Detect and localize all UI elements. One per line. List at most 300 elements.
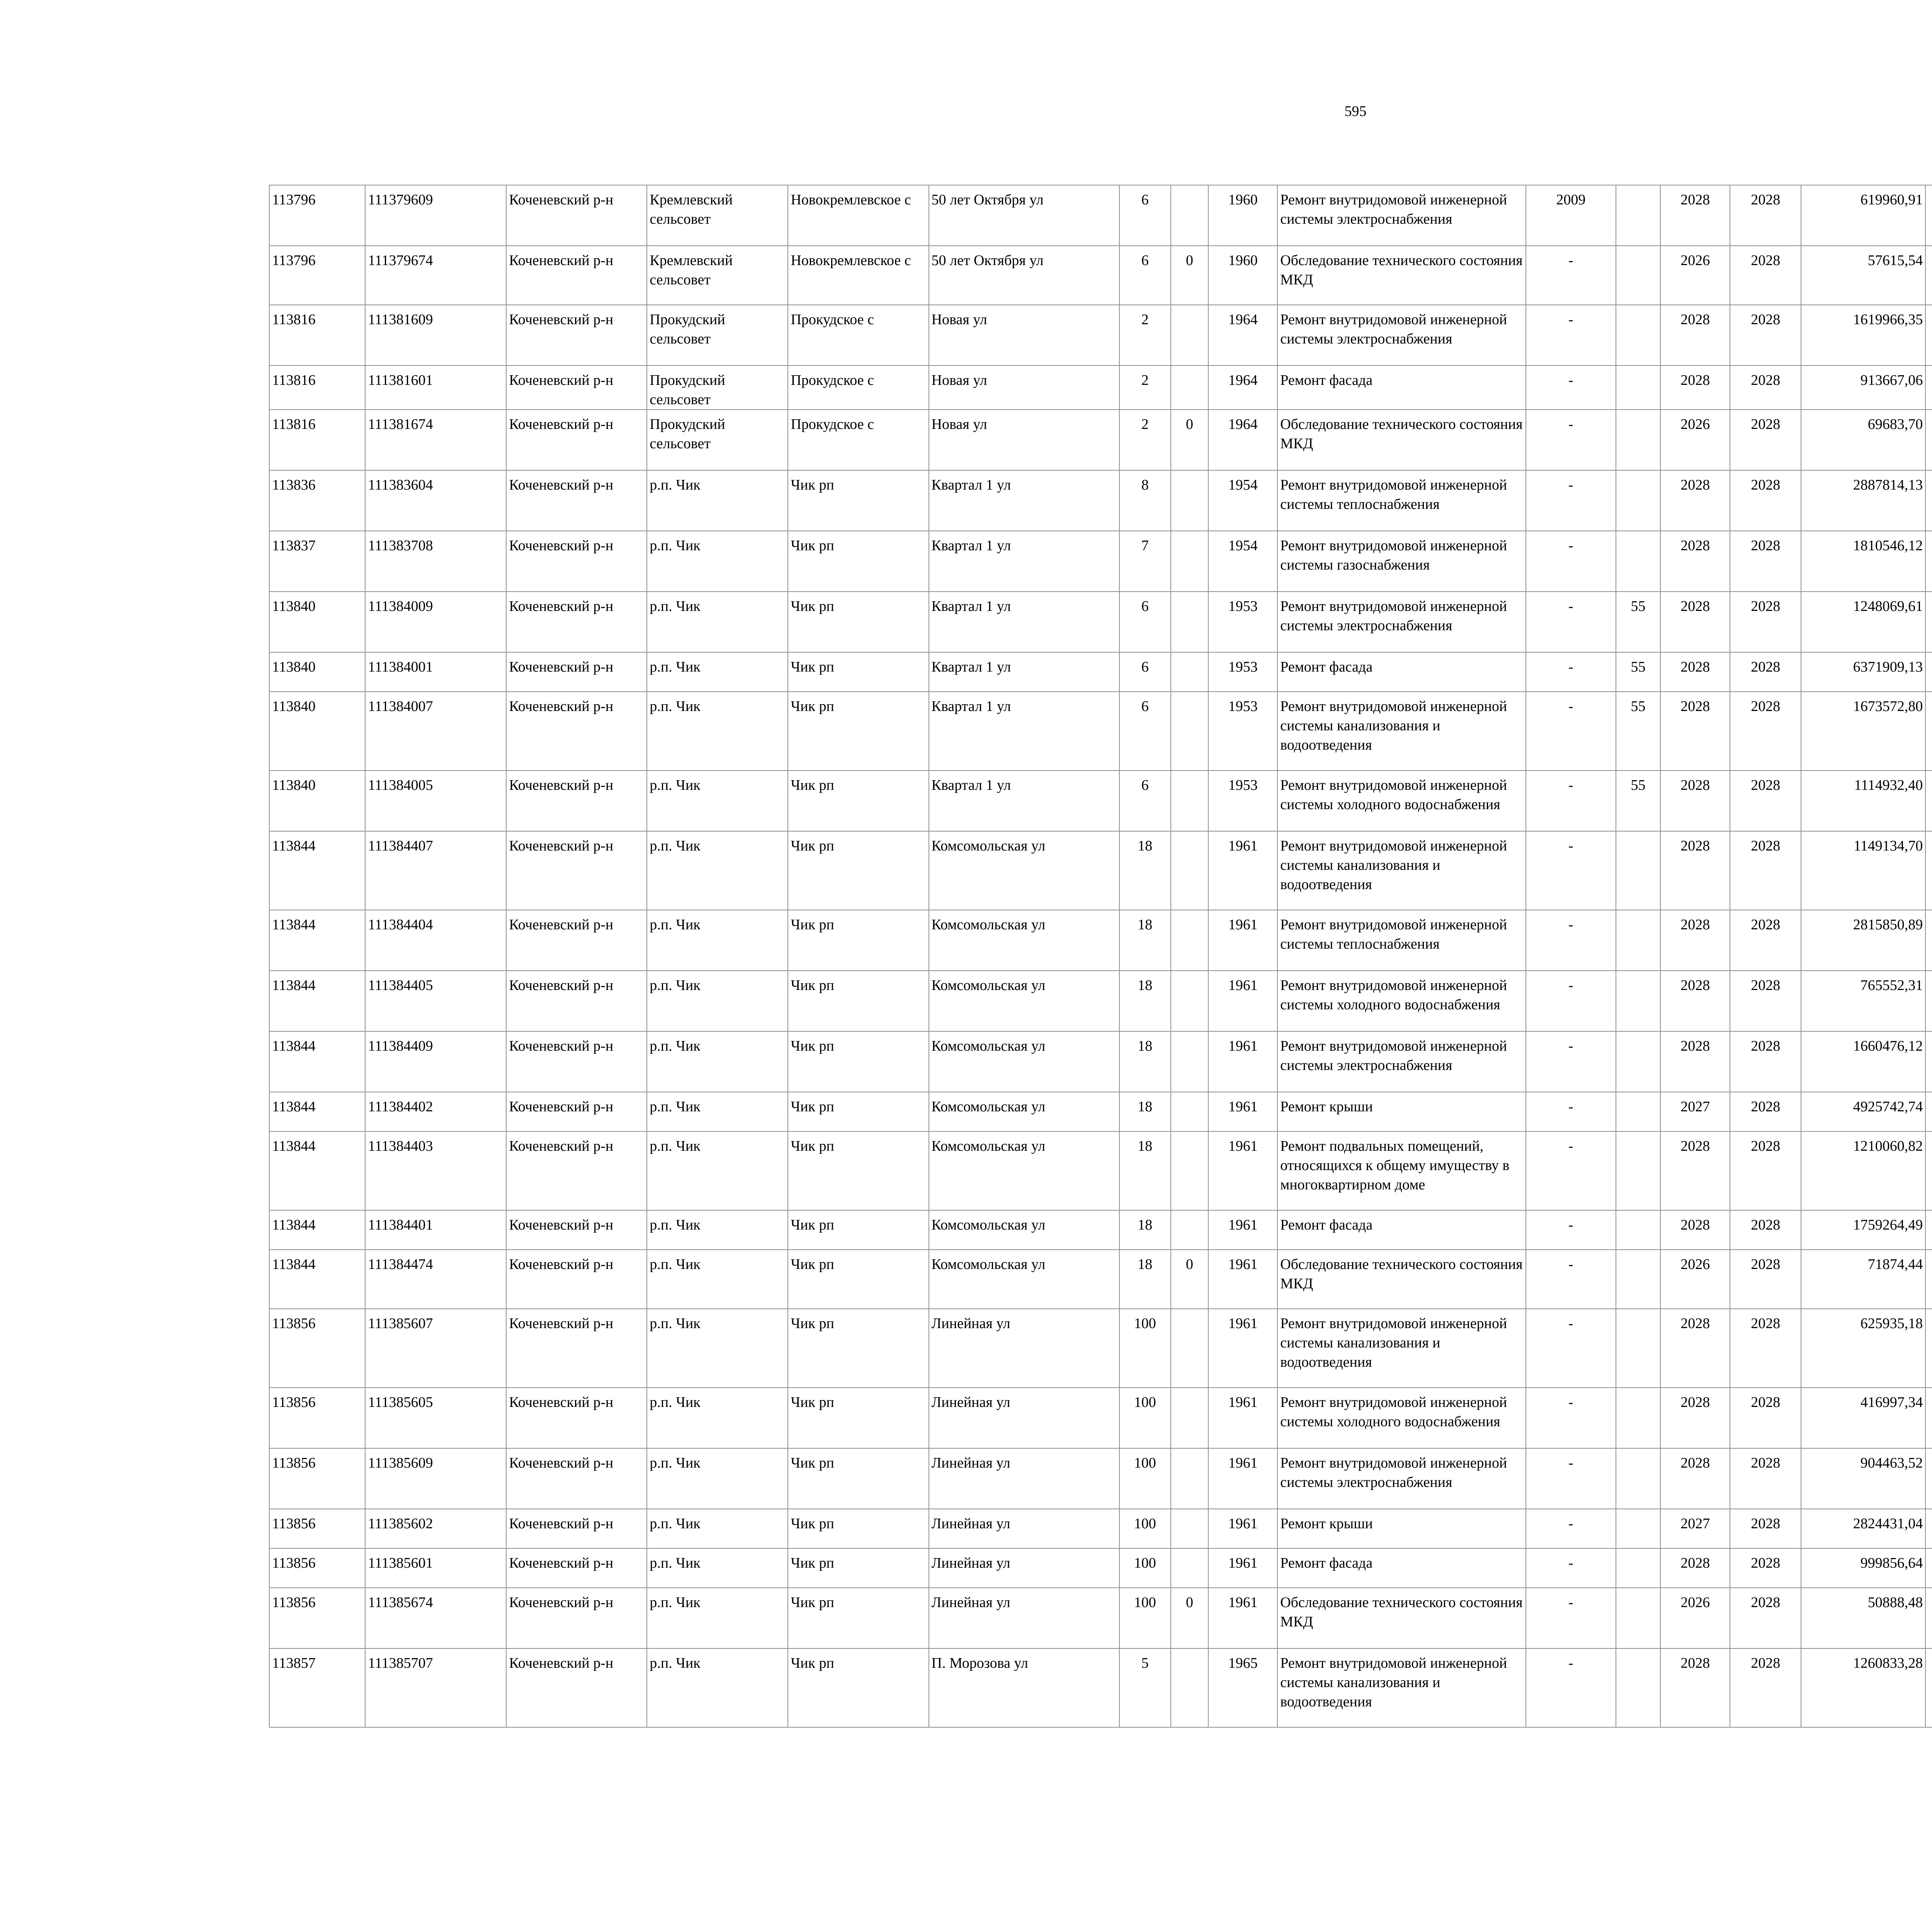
cell-cost-total bbox=[1925, 531, 1932, 592]
cell-cost: 69683,70 bbox=[1801, 410, 1925, 470]
cell-district: Коченевский р-н bbox=[506, 1448, 647, 1509]
cell-construction-year: 1961 bbox=[1208, 971, 1277, 1031]
cell-settlement: р.п. Чик bbox=[647, 592, 788, 652]
cell-plan-end-year: 2028 bbox=[1730, 1092, 1801, 1131]
cell-cost: 1149134,70 bbox=[1801, 831, 1925, 910]
cell-settlement: р.п. Чик bbox=[647, 1092, 788, 1131]
cell-cost-total bbox=[1925, 410, 1932, 470]
cell-settlement: р.п. Чик bbox=[647, 1250, 788, 1309]
cell-record-id: 113844 bbox=[269, 971, 365, 1031]
cell-plan-start-year: 2028 bbox=[1660, 470, 1730, 531]
cell-building bbox=[1171, 1031, 1209, 1092]
cell-previous-repair-year: - bbox=[1526, 410, 1616, 470]
cell-settlement: р.п. Чик bbox=[647, 1648, 788, 1727]
cell-locality: Чик рп bbox=[788, 1388, 929, 1448]
cell-record-id: 113816 bbox=[269, 410, 365, 470]
cell-settlement: р.п. Чик bbox=[647, 692, 788, 771]
cell-district: Коченевский р-н bbox=[506, 366, 647, 410]
cell-district: Коченевский р-н bbox=[506, 1309, 647, 1388]
cell-settlement: р.п. Чик bbox=[647, 1131, 788, 1210]
table-row bbox=[269, 592, 1932, 652]
table-row bbox=[269, 1092, 1932, 1131]
cell-cost: 765552,31 bbox=[1801, 971, 1925, 1031]
cell-wear-percent bbox=[1616, 185, 1661, 246]
cell-district: Коченевский р-н bbox=[506, 1388, 647, 1448]
cell-district: Коченевский р-н bbox=[506, 1648, 647, 1727]
cell-previous-repair-year: - bbox=[1526, 366, 1616, 410]
cell-building: 0 bbox=[1171, 1588, 1209, 1648]
cell-previous-repair-year: - bbox=[1526, 971, 1616, 1031]
cell-cost-total bbox=[1925, 305, 1932, 366]
cell-work-type: Обследование технического состояния МКД bbox=[1277, 1588, 1526, 1648]
cell-cost: 904463,52 bbox=[1801, 1448, 1925, 1509]
cell-plan-start-year: 2028 bbox=[1660, 771, 1730, 831]
cell-work-code: 111379609 bbox=[365, 185, 506, 246]
cell-building bbox=[1171, 592, 1209, 652]
cell-cost: 999856,64 bbox=[1801, 1548, 1925, 1588]
cell-work-type: Ремонт крыши bbox=[1277, 1509, 1526, 1548]
cell-wear-percent bbox=[1616, 1588, 1661, 1648]
cell-cost: 619960,91 bbox=[1801, 185, 1925, 246]
cell-plan-start-year: 2026 bbox=[1660, 1250, 1730, 1309]
cell-cost: 1759264,49 bbox=[1801, 1210, 1925, 1250]
cell-construction-year: 1961 bbox=[1208, 1548, 1277, 1588]
cell-street: Комсомольская ул bbox=[929, 910, 1119, 971]
table-row bbox=[269, 692, 1932, 771]
cell-plan-end-year: 2028 bbox=[1730, 1448, 1801, 1509]
cell-plan-end-year: 2028 bbox=[1730, 771, 1801, 831]
table-row bbox=[269, 531, 1932, 592]
cell-record-id: 113796 bbox=[269, 246, 365, 305]
cell-locality: Чик рп bbox=[788, 1648, 929, 1727]
cell-wear-percent bbox=[1616, 1388, 1661, 1448]
cell-construction-year: 1964 bbox=[1208, 366, 1277, 410]
cell-cost-total bbox=[1925, 470, 1932, 531]
cell-house-number: 6 bbox=[1119, 246, 1171, 305]
cell-previous-repair-year: - bbox=[1526, 1031, 1616, 1092]
cell-plan-start-year: 2028 bbox=[1660, 1448, 1730, 1509]
cell-building bbox=[1171, 692, 1209, 771]
cell-work-code: 111383708 bbox=[365, 531, 506, 592]
cell-record-id: 113856 bbox=[269, 1588, 365, 1648]
cell-settlement: р.п. Чик bbox=[647, 470, 788, 531]
cell-work-type: Ремонт внутридомовой инженерной системы холодного водоснабжения bbox=[1277, 771, 1526, 831]
cell-wear-percent bbox=[1616, 1648, 1661, 1727]
table-row bbox=[269, 1548, 1932, 1588]
cell-record-id: 113856 bbox=[269, 1448, 365, 1509]
cell-district: Коченевский р-н bbox=[506, 692, 647, 771]
cell-work-type: Обследование технического состояния МКД bbox=[1277, 410, 1526, 470]
cell-construction-year: 1964 bbox=[1208, 410, 1277, 470]
cell-plan-start-year: 2027 bbox=[1660, 1509, 1730, 1548]
cell-plan-end-year: 2028 bbox=[1730, 246, 1801, 305]
cell-street: Квартал 1 ул bbox=[929, 531, 1119, 592]
cell-wear-percent bbox=[1616, 1509, 1661, 1548]
cell-locality: Чик рп bbox=[788, 1250, 929, 1309]
cell-wear-percent bbox=[1616, 971, 1661, 1031]
cell-street: Линейная ул bbox=[929, 1509, 1119, 1548]
cell-wear-percent: 55 bbox=[1616, 652, 1661, 692]
cell-settlement: р.п. Чик bbox=[647, 831, 788, 910]
cell-work-code: 111385605 bbox=[365, 1388, 506, 1448]
table-row bbox=[269, 1131, 1932, 1210]
cell-house-number: 6 bbox=[1119, 692, 1171, 771]
cell-plan-start-year: 2028 bbox=[1660, 910, 1730, 971]
cell-house-number: 18 bbox=[1119, 910, 1171, 971]
cell-plan-end-year: 2028 bbox=[1730, 185, 1801, 246]
cell-construction-year: 1961 bbox=[1208, 910, 1277, 971]
cell-district: Коченевский р-н bbox=[506, 910, 647, 971]
cell-street: П. Морозова ул bbox=[929, 1648, 1119, 1727]
cell-street: Комсомольская ул bbox=[929, 1131, 1119, 1210]
cell-previous-repair-year: - bbox=[1526, 246, 1616, 305]
cell-record-id: 113840 bbox=[269, 592, 365, 652]
cell-house-number: 2 bbox=[1119, 366, 1171, 410]
cell-construction-year: 1961 bbox=[1208, 1388, 1277, 1448]
cell-settlement: Прокудский сельсовет bbox=[647, 305, 788, 366]
cell-building bbox=[1171, 1548, 1209, 1588]
cell-construction-year: 1954 bbox=[1208, 531, 1277, 592]
cell-district: Коченевский р-н bbox=[506, 185, 647, 246]
cell-plan-end-year: 2028 bbox=[1730, 1388, 1801, 1448]
cell-district: Коченевский р-н bbox=[506, 410, 647, 470]
cell-record-id: 113844 bbox=[269, 1131, 365, 1210]
cell-street: Линейная ул bbox=[929, 1388, 1119, 1448]
cell-work-type: Ремонт внутридомовой инженерной системы электроснабжения bbox=[1277, 305, 1526, 366]
cell-wear-percent: 55 bbox=[1616, 692, 1661, 771]
cell-wear-percent bbox=[1616, 410, 1661, 470]
cell-house-number: 100 bbox=[1119, 1548, 1171, 1588]
cell-cost-total bbox=[1925, 1548, 1932, 1588]
cell-settlement: р.п. Чик bbox=[647, 1588, 788, 1648]
cell-building bbox=[1171, 831, 1209, 910]
cell-district: Коченевский р-н bbox=[506, 1509, 647, 1548]
table-row bbox=[269, 1210, 1932, 1250]
cell-building: 0 bbox=[1171, 246, 1209, 305]
cell-locality: Прокудское с bbox=[788, 410, 929, 470]
table-row bbox=[269, 410, 1932, 470]
cell-plan-end-year: 2028 bbox=[1730, 531, 1801, 592]
cell-cost-total bbox=[1925, 971, 1932, 1031]
cell-cost-total bbox=[1925, 1131, 1932, 1210]
cell-cost: 1810546,12 bbox=[1801, 531, 1925, 592]
cell-previous-repair-year: - bbox=[1526, 1388, 1616, 1448]
cell-district: Коченевский р-н bbox=[506, 652, 647, 692]
cell-construction-year: 1961 bbox=[1208, 831, 1277, 910]
cell-cost-total bbox=[1925, 831, 1932, 910]
cell-previous-repair-year: - bbox=[1526, 771, 1616, 831]
cell-street: Линейная ул bbox=[929, 1548, 1119, 1588]
cell-cost-total bbox=[1925, 1509, 1932, 1548]
cell-building bbox=[1171, 910, 1209, 971]
cell-district: Коченевский р-н bbox=[506, 531, 647, 592]
cell-building bbox=[1171, 771, 1209, 831]
cell-record-id: 113857 bbox=[269, 1648, 365, 1727]
cell-work-type: Ремонт подвальных помещений, относящихся к общему имуществу в многоквартирном доме bbox=[1277, 1131, 1526, 1210]
cell-cost: 1248069,61 bbox=[1801, 592, 1925, 652]
cell-wear-percent bbox=[1616, 1092, 1661, 1131]
cell-settlement: Кремлевский сельсовет bbox=[647, 185, 788, 246]
cell-locality: Чик рп bbox=[788, 1031, 929, 1092]
cell-district: Коченевский р-н bbox=[506, 1210, 647, 1250]
table-row bbox=[269, 1031, 1932, 1092]
table-row bbox=[269, 652, 1932, 692]
cell-district: Коченевский р-н bbox=[506, 771, 647, 831]
cell-plan-end-year: 2028 bbox=[1730, 366, 1801, 410]
cell-cost-total bbox=[1925, 1210, 1932, 1250]
cell-house-number: 18 bbox=[1119, 1210, 1171, 1250]
cell-plan-end-year: 2028 bbox=[1730, 692, 1801, 771]
cell-locality: Чик рп bbox=[788, 531, 929, 592]
cell-street: Комсомольская ул bbox=[929, 1092, 1119, 1131]
cell-settlement: р.п. Чик bbox=[647, 1448, 788, 1509]
cell-district: Коченевский р-н bbox=[506, 246, 647, 305]
cell-building: 0 bbox=[1171, 1250, 1209, 1309]
cell-locality: Чик рп bbox=[788, 1092, 929, 1131]
cell-cost: 913667,06 bbox=[1801, 366, 1925, 410]
cell-house-number: 18 bbox=[1119, 971, 1171, 1031]
cell-street: Комсомольская ул bbox=[929, 971, 1119, 1031]
cell-plan-start-year: 2027 bbox=[1660, 1092, 1730, 1131]
cell-work-code: 111385674 bbox=[365, 1588, 506, 1648]
cell-house-number: 100 bbox=[1119, 1588, 1171, 1648]
cell-wear-percent: 55 bbox=[1616, 592, 1661, 652]
cell-work-type: Ремонт крыши bbox=[1277, 1092, 1526, 1131]
cell-work-code: 111384405 bbox=[365, 971, 506, 1031]
cell-locality: Чик рп bbox=[788, 971, 929, 1031]
cell-house-number: 5 bbox=[1119, 1648, 1171, 1727]
cell-record-id: 113840 bbox=[269, 692, 365, 771]
cell-street: Новая ул bbox=[929, 410, 1119, 470]
cell-settlement: р.п. Чик bbox=[647, 1210, 788, 1250]
cell-work-code: 111384402 bbox=[365, 1092, 506, 1131]
cell-settlement: р.п. Чик bbox=[647, 971, 788, 1031]
table-row bbox=[269, 1648, 1932, 1727]
cell-building bbox=[1171, 1309, 1209, 1388]
cell-wear-percent bbox=[1616, 1210, 1661, 1250]
cell-work-code: 111384401 bbox=[365, 1210, 506, 1250]
cell-cost: 416997,34 bbox=[1801, 1388, 1925, 1448]
cell-work-type: Ремонт внутридомовой инженерной системы канализования и водоотведения bbox=[1277, 831, 1526, 910]
cell-work-type: Ремонт внутридомовой инженерной системы газоснабжения bbox=[1277, 531, 1526, 592]
cell-locality: Чик рп bbox=[788, 910, 929, 971]
cell-building bbox=[1171, 531, 1209, 592]
cell-wear-percent bbox=[1616, 366, 1661, 410]
cell-work-type: Ремонт фасада bbox=[1277, 1210, 1526, 1250]
cell-plan-end-year: 2028 bbox=[1730, 1588, 1801, 1648]
cell-house-number: 18 bbox=[1119, 1092, 1171, 1131]
cell-work-code: 111384001 bbox=[365, 652, 506, 692]
cell-building bbox=[1171, 1210, 1209, 1250]
cell-street: Линейная ул bbox=[929, 1309, 1119, 1388]
cell-house-number: 6 bbox=[1119, 185, 1171, 246]
cell-work-code: 111384403 bbox=[365, 1131, 506, 1210]
cell-previous-repair-year: - bbox=[1526, 305, 1616, 366]
cell-plan-end-year: 2028 bbox=[1730, 1250, 1801, 1309]
cell-cost-total bbox=[1925, 692, 1932, 771]
cell-plan-start-year: 2028 bbox=[1660, 1648, 1730, 1727]
cell-work-type: Ремонт внутридомовой инженерной системы холодного водоснабжения bbox=[1277, 1388, 1526, 1448]
cell-settlement: р.п. Чик bbox=[647, 1031, 788, 1092]
table-row bbox=[269, 1388, 1932, 1448]
cell-previous-repair-year: - bbox=[1526, 1509, 1616, 1548]
cell-district: Коченевский р-н bbox=[506, 971, 647, 1031]
table-row bbox=[269, 971, 1932, 1031]
cell-previous-repair-year: - bbox=[1526, 1131, 1616, 1210]
cell-construction-year: 1953 bbox=[1208, 692, 1277, 771]
cell-previous-repair-year: - bbox=[1526, 1309, 1616, 1388]
cell-previous-repair-year: - bbox=[1526, 1250, 1616, 1309]
cell-plan-start-year: 2028 bbox=[1660, 531, 1730, 592]
cell-building bbox=[1171, 652, 1209, 692]
cell-plan-start-year: 2028 bbox=[1660, 305, 1730, 366]
cell-district: Коченевский р-н bbox=[506, 592, 647, 652]
cell-record-id: 113844 bbox=[269, 910, 365, 971]
cell-construction-year: 1961 bbox=[1208, 1092, 1277, 1131]
cell-cost-total bbox=[1925, 652, 1932, 692]
cell-house-number: 18 bbox=[1119, 1031, 1171, 1092]
cell-cost: 625935,18 bbox=[1801, 1309, 1925, 1388]
cell-street: Комсомольская ул bbox=[929, 1250, 1119, 1309]
table-row bbox=[269, 771, 1932, 831]
cell-building bbox=[1171, 185, 1209, 246]
table-row bbox=[269, 470, 1932, 531]
cell-work-code: 111384007 bbox=[365, 692, 506, 771]
cell-cost: 2887814,13 bbox=[1801, 470, 1925, 531]
cell-street: Линейная ул bbox=[929, 1448, 1119, 1509]
cell-cost-total bbox=[1925, 771, 1932, 831]
cell-wear-percent: 55 bbox=[1616, 771, 1661, 831]
cell-plan-end-year: 2028 bbox=[1730, 1131, 1801, 1210]
cell-cost: 71874,44 bbox=[1801, 1250, 1925, 1309]
cell-building bbox=[1171, 1092, 1209, 1131]
cell-plan-start-year: 2028 bbox=[1660, 1131, 1730, 1210]
cell-street: Комсомольская ул bbox=[929, 1210, 1119, 1250]
cell-locality: Чик рп bbox=[788, 1309, 929, 1388]
cell-settlement: р.п. Чик bbox=[647, 652, 788, 692]
cell-locality: Чик рп bbox=[788, 1210, 929, 1250]
cell-work-code: 111385707 bbox=[365, 1648, 506, 1727]
cell-cost-total bbox=[1925, 1588, 1932, 1648]
cell-wear-percent bbox=[1616, 1250, 1661, 1309]
cell-plan-start-year: 2028 bbox=[1660, 1031, 1730, 1092]
cell-work-code: 111384404 bbox=[365, 910, 506, 971]
cell-building bbox=[1171, 1448, 1209, 1509]
cell-cost: 2815850,89 bbox=[1801, 910, 1925, 971]
cell-locality: Чик рп bbox=[788, 652, 929, 692]
cell-settlement: Прокудский сельсовет bbox=[647, 366, 788, 410]
cell-work-type: Ремонт фасада bbox=[1277, 652, 1526, 692]
cell-street: Новая ул bbox=[929, 305, 1119, 366]
cell-record-id: 113840 bbox=[269, 771, 365, 831]
cell-work-type: Ремонт внутридомовой инженерной системы электроснабжения bbox=[1277, 1448, 1526, 1509]
cell-plan-end-year: 2028 bbox=[1730, 1309, 1801, 1388]
table-row bbox=[269, 910, 1932, 971]
cell-work-code: 111381601 bbox=[365, 366, 506, 410]
cell-plan-start-year: 2028 bbox=[1660, 185, 1730, 246]
cell-street: 50 лет Октября ул bbox=[929, 246, 1119, 305]
cell-wear-percent bbox=[1616, 305, 1661, 366]
cell-house-number: 7 bbox=[1119, 531, 1171, 592]
cell-wear-percent bbox=[1616, 1309, 1661, 1388]
cell-work-code: 111385609 bbox=[365, 1448, 506, 1509]
cell-record-id: 113856 bbox=[269, 1548, 365, 1588]
cell-district: Коченевский р-н bbox=[506, 305, 647, 366]
cell-cost-total bbox=[1925, 1031, 1932, 1092]
table-row bbox=[269, 246, 1932, 305]
cell-previous-repair-year: - bbox=[1526, 1548, 1616, 1588]
cell-previous-repair-year: - bbox=[1526, 652, 1616, 692]
cell-district: Коченевский р-н bbox=[506, 1131, 647, 1210]
table-row bbox=[269, 185, 1932, 246]
cell-house-number: 6 bbox=[1119, 592, 1171, 652]
cell-house-number: 8 bbox=[1119, 470, 1171, 531]
cell-house-number: 100 bbox=[1119, 1509, 1171, 1548]
cell-settlement: р.п. Чик bbox=[647, 1388, 788, 1448]
table-row bbox=[269, 305, 1932, 366]
cell-work-code: 111383604 bbox=[365, 470, 506, 531]
cell-street: Новая ул bbox=[929, 366, 1119, 410]
cell-building bbox=[1171, 1131, 1209, 1210]
cell-street: Квартал 1 ул bbox=[929, 771, 1119, 831]
cell-previous-repair-year: - bbox=[1526, 531, 1616, 592]
cell-work-code: 111384407 bbox=[365, 831, 506, 910]
cell-street: Линейная ул bbox=[929, 1588, 1119, 1648]
cell-street: 50 лет Октября ул bbox=[929, 185, 1119, 246]
cell-construction-year: 1960 bbox=[1208, 185, 1277, 246]
cell-plan-start-year: 2028 bbox=[1660, 366, 1730, 410]
cell-work-type: Обследование технического состояния МКД bbox=[1277, 246, 1526, 305]
cell-wear-percent bbox=[1616, 1131, 1661, 1210]
cell-locality: Прокудское с bbox=[788, 366, 929, 410]
cell-cost: 1660476,12 bbox=[1801, 1031, 1925, 1092]
cell-house-number: 100 bbox=[1119, 1309, 1171, 1388]
cell-work-code: 111385607 bbox=[365, 1309, 506, 1388]
cell-settlement: р.п. Чик bbox=[647, 771, 788, 831]
cell-wear-percent bbox=[1616, 831, 1661, 910]
cell-street: Квартал 1 ул bbox=[929, 652, 1119, 692]
cell-record-id: 113856 bbox=[269, 1388, 365, 1448]
cell-plan-end-year: 2028 bbox=[1730, 831, 1801, 910]
cell-district: Коченевский р-н bbox=[506, 1031, 647, 1092]
cell-construction-year: 1961 bbox=[1208, 1031, 1277, 1092]
cell-record-id: 113840 bbox=[269, 652, 365, 692]
table-row bbox=[269, 1588, 1932, 1648]
cell-wear-percent bbox=[1616, 1031, 1661, 1092]
cell-cost-total bbox=[1925, 1092, 1932, 1131]
cell-settlement: Прокудский сельсовет bbox=[647, 410, 788, 470]
cell-cost-total bbox=[1925, 185, 1932, 246]
cell-cost-total bbox=[1925, 1309, 1932, 1388]
cell-wear-percent bbox=[1616, 1548, 1661, 1588]
cell-building bbox=[1171, 470, 1209, 531]
cell-house-number: 6 bbox=[1119, 652, 1171, 692]
cell-construction-year: 1965 bbox=[1208, 1648, 1277, 1727]
cell-previous-repair-year: - bbox=[1526, 470, 1616, 531]
cell-work-type: Ремонт фасада bbox=[1277, 366, 1526, 410]
cell-locality: Прокудское с bbox=[788, 305, 929, 366]
cell-record-id: 113856 bbox=[269, 1309, 365, 1388]
cell-cost-total bbox=[1925, 1448, 1932, 1509]
cell-wear-percent bbox=[1616, 910, 1661, 971]
cell-work-code: 111381609 bbox=[365, 305, 506, 366]
cell-cost: 1260833,28 bbox=[1801, 1648, 1925, 1727]
cell-plan-start-year: 2028 bbox=[1660, 831, 1730, 910]
cell-house-number: 18 bbox=[1119, 1250, 1171, 1309]
cell-record-id: 113844 bbox=[269, 831, 365, 910]
cell-locality: Чик рп bbox=[788, 831, 929, 910]
cell-street: Квартал 1 ул bbox=[929, 692, 1119, 771]
